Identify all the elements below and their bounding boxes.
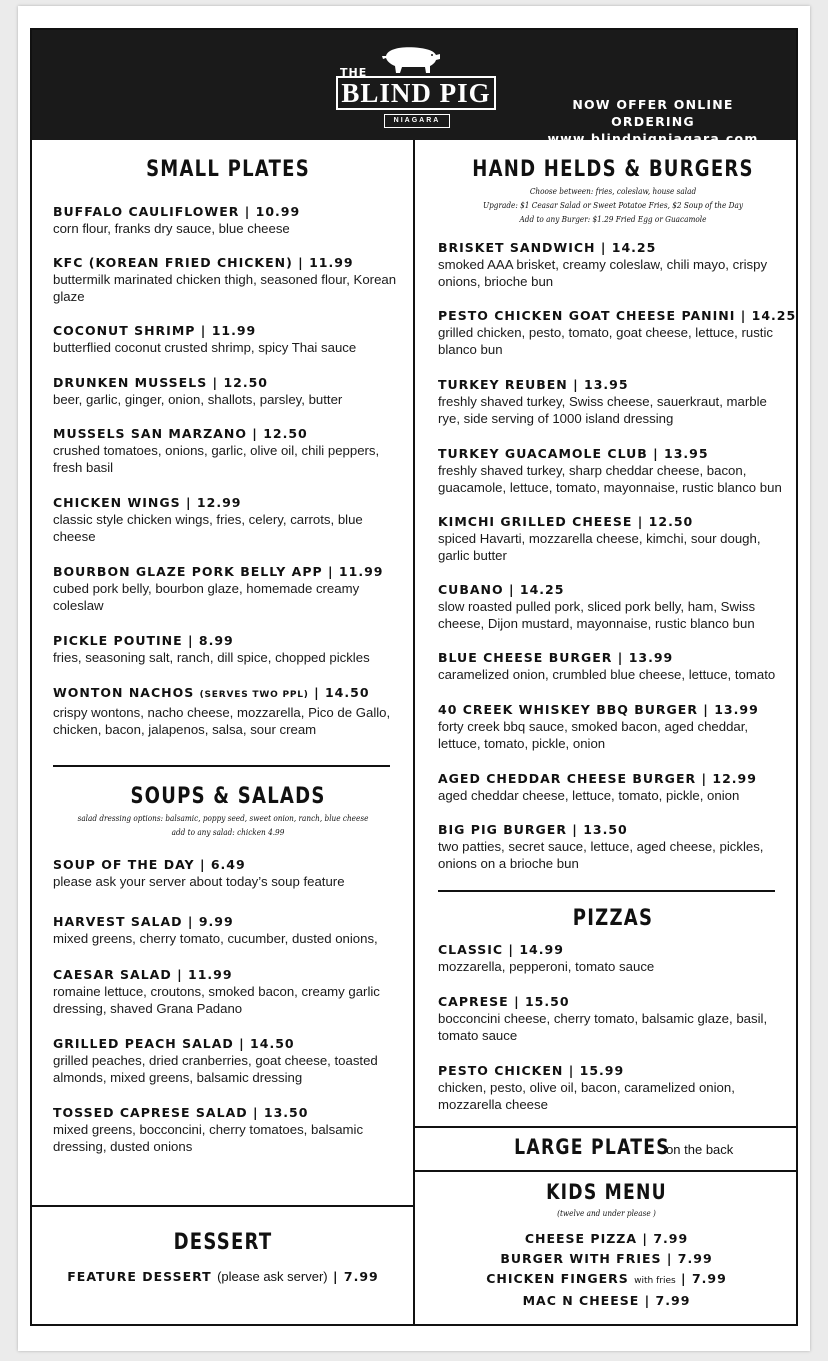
kids-item-note: with fries bbox=[634, 1276, 676, 1286]
pizzas-title: PIZZAS bbox=[572, 906, 654, 931]
item-desc: slow roasted pulled pork, sliced pork belly, ham, Swiss cheese, Dijon mustard, mayonnaise, rustic blanco bun bbox=[438, 599, 756, 631]
website-link[interactable]: www.blindpigniagara.com bbox=[547, 131, 759, 146]
item-name: AGED CHEDDAR CHEESE BURGER | 12.99 bbox=[438, 771, 757, 786]
large-plates-title: LARGE PLATES bbox=[513, 1135, 670, 1159]
burger-addon-note: Add to any Burger: $1.29 Fried Egg or Guacamole bbox=[519, 215, 707, 225]
small-plates-divider bbox=[53, 765, 390, 767]
soups-salads-title: SOUPS & SALADS bbox=[130, 784, 326, 809]
item-name: PICKLE POUTINE | 8.99 bbox=[53, 633, 234, 648]
item-desc: freshly shaved turkey, Swiss cheese, sauerkraut, marble rye, side serving of 1000 island dressing bbox=[438, 394, 767, 426]
menu-item bbox=[438, 445, 788, 496]
kids-menu-section bbox=[415, 1180, 798, 1311]
pizzas-divider bbox=[413, 1126, 798, 1128]
item-name: TURKEY REUBEN | 13.95 bbox=[438, 377, 629, 392]
item-name: CHICKEN WINGS | 12.99 bbox=[53, 495, 242, 510]
menu-item bbox=[53, 684, 403, 738]
item-desc: bocconcini cheese, cherry tomato, balsamic glaze, basil, tomato sauce bbox=[438, 1011, 768, 1043]
item-desc: aged cheddar cheese, lettuce, tomato, pickle, onion bbox=[438, 788, 740, 803]
item-name: TOSSED CAPRESE SALAD | 13.50 bbox=[53, 1105, 309, 1120]
item-name: BOURBON GLAZE PORK BELLY APP | 11.99 bbox=[53, 564, 384, 579]
menu-item bbox=[53, 322, 403, 356]
small-plates-section bbox=[53, 157, 403, 738]
item-name: KIMCHI GRILLED CHEESE | 12.50 bbox=[438, 514, 694, 529]
item-name: CAESAR SALAD | 11.99 bbox=[53, 967, 233, 982]
large-plates-note: on the back bbox=[666, 1142, 734, 1157]
menu-item bbox=[53, 203, 403, 237]
menu-item bbox=[53, 494, 403, 545]
menu-item bbox=[438, 376, 788, 427]
item-name: HARVEST SALAD | 9.99 bbox=[53, 914, 234, 929]
dessert-title: DESSERT bbox=[173, 1230, 273, 1255]
item-desc: please ask your server about today’s soup feature bbox=[53, 874, 345, 889]
menu-item bbox=[438, 770, 788, 804]
item-name: BRISKET SANDWICH | 14.25 bbox=[438, 240, 657, 255]
item-name-text: WONTON NACHOS bbox=[53, 685, 195, 700]
menu-item bbox=[53, 856, 403, 890]
kids-item: BURGER WITH FRIES | 7.99 bbox=[500, 1251, 713, 1266]
item-note: (SERVES TWO PPL) bbox=[199, 690, 309, 700]
item-desc: crushed tomatoes, onions, garlic, olive oil, chili peppers, fresh basil bbox=[53, 443, 380, 475]
item-name: CLASSIC | 14.99 bbox=[438, 942, 564, 957]
kids-age-note: (twelve and under please ) bbox=[557, 1209, 656, 1219]
item-name: PESTO CHICKEN | 15.99 bbox=[438, 1063, 625, 1078]
item-name: KFC (KOREAN FRIED CHICKEN) | 11.99 bbox=[53, 255, 354, 270]
item-desc: corn flour, franks dry sauce, blue cheese bbox=[53, 221, 290, 236]
item-desc: forty creek bbq sauce, smoked bacon, aged cheddar, lettuce, tomato, pickle, onion bbox=[438, 719, 749, 751]
menu-item bbox=[438, 941, 788, 975]
item-desc: smoked AAA brisket, creamy coleslaw, chili mayo, crispy onions, brioche bun bbox=[438, 257, 768, 289]
small-plates-title: SMALL PLATES bbox=[146, 157, 310, 182]
item-name: GRILLED PEACH SALAD | 14.50 bbox=[53, 1036, 295, 1051]
item-desc: crispy wontons, nacho cheese, mozzarella, Pico de Gallo, chicken, bacon, jalapenos, salsa, sour cream bbox=[53, 705, 391, 737]
sides-note: Choose between: fries, coleslaw, house salad bbox=[529, 187, 697, 197]
logo-name: BLIND PIG bbox=[336, 76, 496, 110]
menu-item bbox=[53, 563, 403, 614]
pizzas-section bbox=[438, 906, 788, 1113]
large-plates-divider bbox=[413, 1170, 798, 1172]
item-desc: grilled peaches, dried cranberries, goat cheese, toasted almonds, mixed greens, balsamic dressing bbox=[53, 1053, 378, 1085]
menu-item bbox=[53, 425, 403, 476]
item-desc: two patties, secret sauce, lettuce, aged cheese, pickles, onions on a brioche bun bbox=[438, 839, 764, 871]
item-desc: chicken, pesto, olive oil, bacon, caramelized onion, mozzarella cheese bbox=[438, 1080, 735, 1112]
upgrade-note: Upgrade: $1 Ceasar Salad or Sweet Potatoe Fries, $2 Soup of the Day bbox=[482, 201, 744, 211]
menu-item bbox=[438, 993, 788, 1044]
menu-item bbox=[53, 1035, 403, 1086]
kids-item-price: | 7.99 bbox=[681, 1271, 727, 1286]
online-ordering-text: NOW OFFER ONLINE ORDERING bbox=[572, 97, 734, 129]
item-name bbox=[53, 684, 403, 704]
kids-menu-title: KIDS MENU bbox=[546, 1180, 667, 1204]
item-name: CAPRESE | 15.50 bbox=[438, 994, 570, 1009]
menu-item bbox=[438, 581, 788, 632]
menu-item bbox=[53, 374, 403, 408]
item-name: PESTO CHICKEN GOAT CHEESE PANINI | 14.25 bbox=[438, 308, 797, 323]
menu-item bbox=[438, 513, 788, 564]
item-desc: freshly shaved turkey, sharp cheddar cheese, bacon, guacamole, lettuce, tomato, mayonnaise, rustic blanco bun bbox=[438, 463, 782, 495]
kids-item bbox=[415, 1269, 798, 1291]
dessert-item bbox=[40, 1268, 406, 1285]
menu-item bbox=[53, 632, 403, 666]
item-name: MUSSELS SAN MARZANO | 12.50 bbox=[53, 426, 308, 441]
item-name: BLUE CHEESE BURGER | 13.99 bbox=[438, 650, 674, 665]
burgers-divider bbox=[438, 890, 775, 892]
menu-item bbox=[438, 821, 788, 872]
menu-item bbox=[438, 239, 788, 290]
kids-item: CHEESE PIZZA | 7.99 bbox=[524, 1231, 689, 1246]
item-desc: butterflied coconut crusted shrimp, spicy Thai sauce bbox=[53, 340, 357, 355]
dessert-section bbox=[40, 1230, 406, 1285]
item-desc: grilled chicken, pesto, tomato, goat cheese, lettuce, rustic blanco bun bbox=[438, 325, 773, 357]
menu-item bbox=[53, 966, 403, 1017]
handhelds-section bbox=[438, 157, 797, 872]
item-desc: caramelized onion, crumbled blue cheese, lettuce, tomato bbox=[438, 667, 776, 682]
kids-item: MAC N CHEESE | 7.99 bbox=[522, 1293, 691, 1308]
soups-salads-section bbox=[53, 784, 403, 1155]
salad-dressing-note: salad dressing options: balsamic, poppy seed, sweet onion, ranch, blue cheese bbox=[77, 814, 369, 824]
item-name: COCONUT SHRIMP | 11.99 bbox=[53, 323, 257, 338]
item-name: SOUP OF THE DAY | 6.49 bbox=[53, 857, 246, 872]
item-desc: mozzarella, pepperoni, tomato sauce bbox=[438, 959, 655, 974]
item-name: CUBANO | 14.25 bbox=[438, 582, 565, 597]
item-price: | 14.50 bbox=[314, 685, 370, 700]
salad-addon-note: add to any salad: chicken 4.99 bbox=[171, 828, 285, 838]
large-plates-banner bbox=[415, 1135, 798, 1159]
dessert-name: FEATURE DESSERT bbox=[67, 1269, 212, 1284]
item-desc: cubed pork belly, bourbon glaze, homemade creamy coleslaw bbox=[53, 581, 360, 613]
item-name: 40 CREEK WHISKEY BBQ BURGER | 13.99 bbox=[438, 702, 759, 717]
item-desc: romaine lettuce, croutons, smoked bacon, creamy garlic dressing, shaved Grana Padano bbox=[53, 984, 380, 1016]
item-desc: mixed greens, bocconcini, cherry tomatoes, balsamic dressing, dusted onions bbox=[53, 1122, 364, 1154]
handhelds-title: HAND HELDS & BURGERS bbox=[472, 157, 754, 182]
menu-item bbox=[438, 1062, 788, 1113]
item-desc: fries, seasoning salt, ranch, dill spice, chopped pickles bbox=[53, 650, 370, 665]
dessert-note: (please ask server) bbox=[217, 1269, 328, 1284]
menu-item bbox=[438, 649, 788, 683]
menu-item bbox=[438, 701, 788, 752]
logo-niagara: NIAGARA bbox=[384, 114, 450, 128]
kids-item-name: CHICKEN FINGERS bbox=[486, 1271, 629, 1286]
item-name: BIG PIG BURGER | 13.50 bbox=[438, 822, 628, 837]
menu-item bbox=[438, 307, 797, 358]
dessert-price: | 7.99 bbox=[332, 1269, 379, 1284]
item-desc: beer, garlic, ginger, onion, shallots, parsley, butter bbox=[53, 392, 343, 407]
item-name: BUFFALO CAULIFLOWER | 10.99 bbox=[53, 204, 301, 219]
item-desc: mixed greens, cherry tomato, cucumber, dusted onions, bbox=[53, 931, 378, 946]
logo-the: THE bbox=[340, 66, 368, 79]
item-name: TURKEY GUACAMOLE CLUB | 13.95 bbox=[438, 446, 709, 461]
menu-item bbox=[53, 254, 403, 305]
menu-item bbox=[53, 1104, 403, 1155]
item-name: DRUNKEN MUSSELS | 12.50 bbox=[53, 375, 268, 390]
item-desc: classic style chicken wings, fries, celery, carrots, blue cheese bbox=[53, 512, 363, 544]
menu-item bbox=[53, 913, 403, 947]
item-desc: spiced Havarti, mozzarella cheese, kimchi, sour dough, garlic butter bbox=[438, 531, 761, 563]
dessert-divider bbox=[30, 1205, 415, 1207]
item-desc: buttermilk marinated chicken thigh, seasoned flour, Korean glaze bbox=[53, 272, 397, 304]
